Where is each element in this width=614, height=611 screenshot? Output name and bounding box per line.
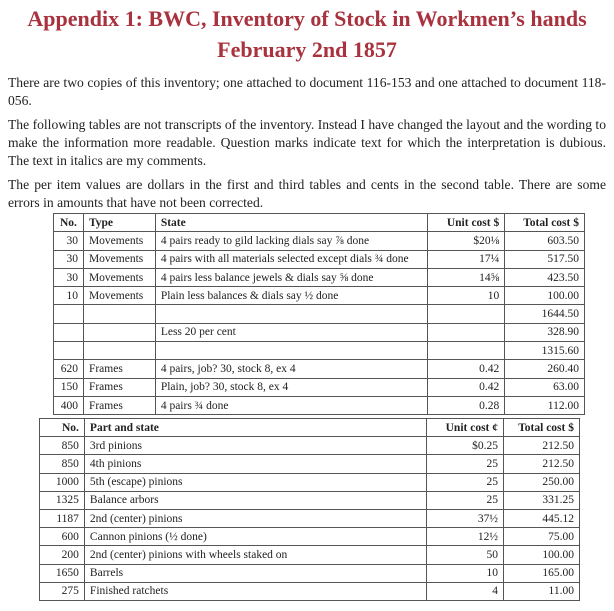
cell-total: 328.90	[505, 323, 585, 341]
cell-unit: 50	[427, 546, 504, 564]
cell-total: 11.00	[504, 582, 580, 600]
table-row	[40, 491, 580, 509]
cell-unit: 25	[427, 491, 504, 509]
table-row	[54, 287, 585, 305]
cell-part: 2nd (center) pinions	[84, 509, 426, 527]
cell-type	[83, 305, 155, 323]
cell-part: Cannon pinions (½ done)	[84, 528, 426, 546]
table-row	[40, 528, 580, 546]
cell-total: 603.50	[505, 232, 585, 250]
cell-no: 1325	[40, 491, 85, 509]
cell-no: 275	[40, 582, 85, 600]
cell-type	[83, 323, 155, 341]
cell-part: 2nd (center) pinions with wheels staked on	[84, 546, 426, 564]
col-header-type: Type	[83, 214, 155, 232]
table-header-row	[40, 419, 580, 437]
cell-unit: 10	[427, 287, 505, 305]
cell-part: 3rd pinions	[84, 437, 426, 455]
cell-unit: 17¼	[427, 250, 505, 268]
cell-type: Movements	[83, 268, 155, 286]
parts-table	[39, 418, 580, 601]
table-row	[54, 305, 585, 323]
cell-unit: 0.28	[427, 396, 505, 414]
cell-total: 250.00	[504, 473, 580, 491]
cell-part: 5th (escape) pinions	[84, 473, 426, 491]
table-row	[54, 360, 585, 378]
cell-state	[155, 342, 427, 360]
cell-unit: 37½	[427, 509, 504, 527]
col-header-part: Part and state	[84, 419, 426, 437]
cell-total: 331.25	[504, 491, 580, 509]
cell-unit	[427, 323, 505, 341]
col-header-total-cost: Total cost $	[504, 419, 580, 437]
units-paragraph: The per item values are dollars in the first and third tables and cents in the second table. There are some errors in amounts that have not been corrected.	[8, 177, 606, 210]
cell-type: Movements	[83, 232, 155, 250]
cell-total: 517.50	[505, 250, 585, 268]
table-row	[40, 473, 580, 491]
col-header-no: No.	[54, 214, 84, 232]
cell-total: 212.50	[504, 437, 580, 455]
col-header-unit-cost: Unit cost $	[427, 214, 505, 232]
table-header-row	[54, 214, 585, 232]
cell-no: 30	[54, 268, 84, 286]
cell-state: 4 pairs, job? 30, stock 8, ex 4	[155, 360, 427, 378]
table-row	[54, 323, 585, 341]
cell-no: 850	[40, 437, 85, 455]
cell-no: 1650	[40, 564, 85, 582]
cell-unit: 12½	[427, 528, 504, 546]
cell-no: 10	[54, 287, 84, 305]
cell-no	[54, 342, 84, 360]
cell-total: 100.00	[504, 546, 580, 564]
cell-no: 200	[40, 546, 85, 564]
cell-unit: 4	[427, 582, 504, 600]
intro-paragraph: There are two copies of this inventory; one attached to document 116-153 and one attached to document 118-056.	[8, 75, 606, 108]
cell-no: 850	[40, 455, 85, 473]
cell-total: 165.00	[504, 564, 580, 582]
cell-state	[155, 305, 427, 323]
cell-unit: 14⅝	[427, 268, 505, 286]
cell-type: Movements	[83, 250, 155, 268]
cell-total: 1644.50	[505, 305, 585, 323]
table-row	[40, 564, 580, 582]
cell-no: 400	[54, 396, 84, 414]
cell-unit: 25	[427, 455, 504, 473]
cell-no: 1000	[40, 473, 85, 491]
cell-part: Barrels	[84, 564, 426, 582]
cell-no	[54, 305, 84, 323]
cell-total: 212.50	[504, 455, 580, 473]
cell-state: Plain less balances & dials say ½ done	[155, 287, 427, 305]
table-row	[54, 396, 585, 414]
cell-part: 4th pinions	[84, 455, 426, 473]
cell-no: 1187	[40, 509, 85, 527]
cell-state: Less 20 per cent	[155, 323, 427, 341]
table-row	[54, 268, 585, 286]
cell-unit: 10	[427, 564, 504, 582]
cell-part: Finished ratchets	[84, 582, 426, 600]
cell-unit	[427, 305, 505, 323]
table-row	[54, 378, 585, 396]
table-row	[40, 546, 580, 564]
col-header-no: No.	[40, 419, 85, 437]
cell-total: 1315.60	[505, 342, 585, 360]
cell-total: 112.00	[505, 396, 585, 414]
cell-unit	[427, 342, 505, 360]
cell-unit: $0.25	[427, 437, 504, 455]
cell-unit: $20⅛	[427, 232, 505, 250]
cell-state: 4 pairs ¾ done	[155, 396, 427, 414]
table-row	[40, 437, 580, 455]
table-row	[40, 455, 580, 473]
title-line-1: Appendix 1: BWC, Inventory of Stock in Workmen’s hands	[27, 6, 587, 31]
cell-no	[54, 323, 84, 341]
cell-total: 445.12	[504, 509, 580, 527]
cell-no: 30	[54, 250, 84, 268]
cell-type: Frames	[83, 378, 155, 396]
cell-type: Frames	[83, 360, 155, 378]
col-header-unit-cost: Unit cost ¢	[427, 419, 504, 437]
explanation-paragraph: The following tables are not transcripts of the inventory. Instead I have changed the layout and the wording to make the information more readable. Question marks indicate text for which the interpretation is dubious. The text in italics are my comments.	[8, 117, 606, 168]
cell-type	[83, 342, 155, 360]
table-row	[40, 509, 580, 527]
cell-type: Frames	[83, 396, 155, 414]
cell-no: 30	[54, 232, 84, 250]
cell-total: 423.50	[505, 268, 585, 286]
col-header-total-cost: Total cost $	[505, 214, 585, 232]
cell-part: Balance arbors	[84, 491, 426, 509]
col-header-state: State	[155, 214, 427, 232]
cell-type: Movements	[83, 287, 155, 305]
cell-total: 63.00	[505, 378, 585, 396]
title-line-2: February 2nd 1857	[217, 37, 397, 62]
table-row	[54, 342, 585, 360]
cell-total: 100.00	[505, 287, 585, 305]
cell-total: 75.00	[504, 528, 580, 546]
cell-state: 4 pairs with all materials selected except dials ¾ done	[155, 250, 427, 268]
cell-no: 600	[40, 528, 85, 546]
table-row	[54, 250, 585, 268]
cell-total: 260.40	[505, 360, 585, 378]
cell-no: 150	[54, 378, 84, 396]
page-title	[0, 6, 614, 62]
cell-unit: 0.42	[427, 378, 505, 396]
cell-no: 620	[54, 360, 84, 378]
cell-state: Plain, job? 30, stock 8, ex 4	[155, 378, 427, 396]
cell-unit: 25	[427, 473, 504, 491]
cell-unit: 0.42	[427, 360, 505, 378]
table-row	[40, 582, 580, 600]
cell-state: 4 pairs less balance jewels & dials say ⅝ done	[155, 268, 427, 286]
cell-state: 4 pairs ready to gild lacking dials say ⅞ done	[155, 232, 427, 250]
movements-frames-table	[53, 213, 585, 415]
table-row	[54, 232, 585, 250]
